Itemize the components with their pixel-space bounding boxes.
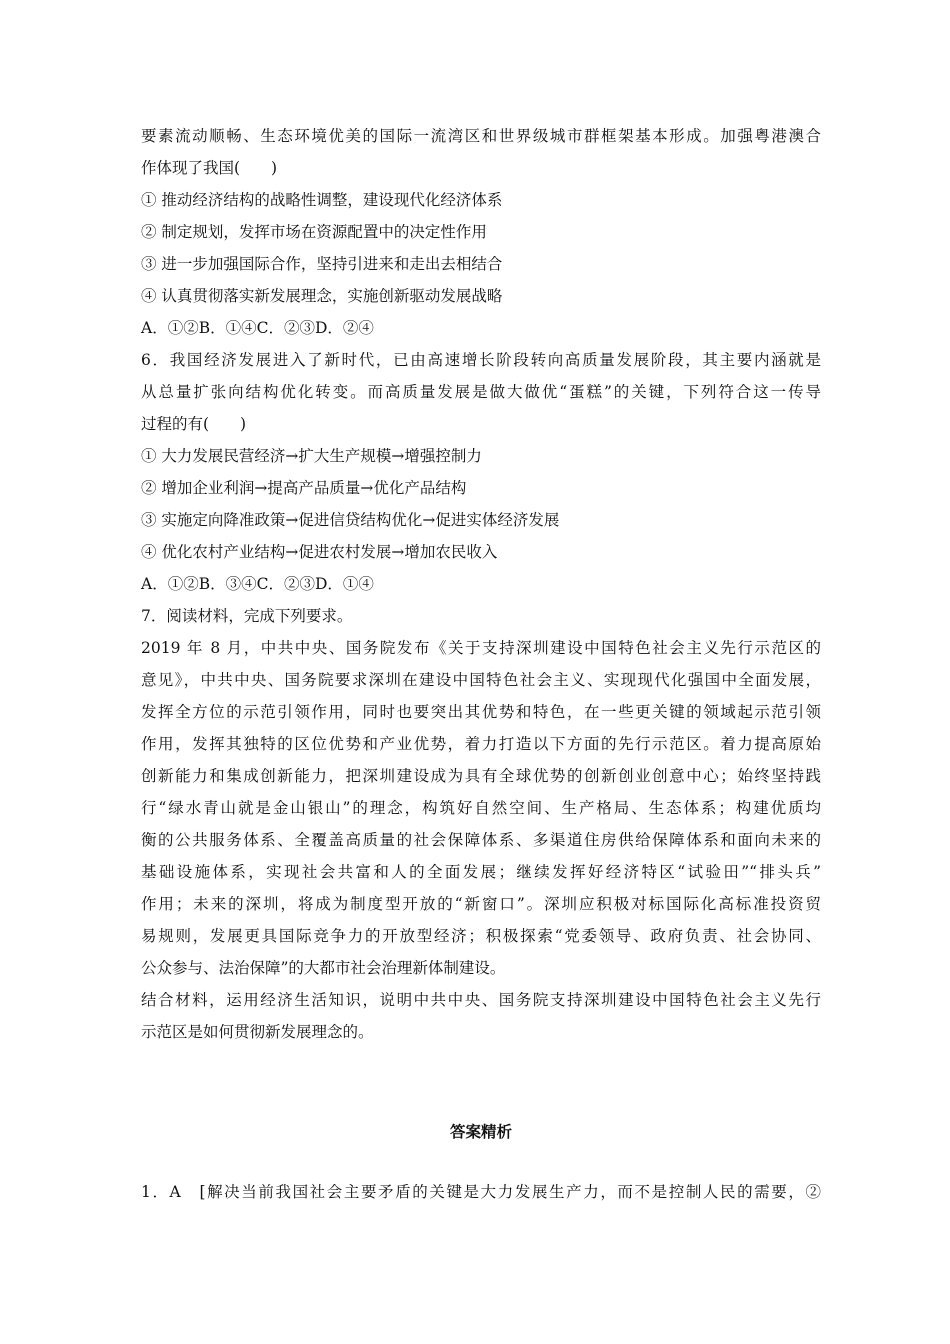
answer-1-line: 1．A [解决当前我国社会主要矛盾的关键是大力发展生产力，而不是控制人民的需要，②	[141, 1183, 821, 1201]
question-5-choices: A．①②B．①④C．②③D．②④	[141, 319, 374, 337]
section-spacer	[141, 1048, 821, 1116]
question-7-prompt-line: 示范区是如何贯彻新发展理念的。	[141, 1023, 374, 1041]
material-line: 意见》，中共中央、国务院要求深圳在建设中国特色社会主义、实现现代化强国中全面发展，	[141, 671, 821, 689]
question-6-choices: A．①②B．③④C．②③D．①④	[141, 575, 374, 593]
question-5-stem-line: 要素流动顺畅、生态环境优美的国际一流湾区和世界级城市群框架基本形成。加强粤港澳合	[141, 127, 821, 145]
document-body	[141, 120, 821, 1208]
question-6-stem-line: 从总量扩张向结构优化转变。而高质量发展是做大做优“蛋糕”的关键，下列符合这一传导	[141, 383, 821, 401]
material-line: 创新能力和集成创新能力，把深圳建设成为具有全球优势的创新创业创意中心；始终坚持践	[141, 767, 821, 785]
material-line: 2019 年 8 月，中共中央、国务院发布《关于支持深圳建设中国特色社会主义先行示范区的	[141, 639, 821, 657]
material-line: 发挥全方位的示范引领作用，同时也要突出其优势和特色，在一些更关键的领域起示范引领	[141, 703, 821, 721]
question-6	[141, 344, 821, 600]
question-6-option-3: ③ 实施定向降准政策→促进信贷结构优化→促进实体经济发展	[141, 511, 560, 529]
answer-heading: 答案精析	[449, 1123, 512, 1141]
question-5	[141, 120, 821, 344]
question-6-option-2: ② 增加企业利润→提高产品质量→优化产品结构	[141, 479, 467, 497]
material-line: 易规则，发展更具国际竞争力的开放型经济；积极探索“党委领导、政府负责、社会协同、	[141, 927, 821, 945]
material-line: 基础设施体系，实现社会共富和人的全面发展；继续发挥好经济特区“试验田”“排头兵”	[141, 863, 821, 881]
question-6-stem-line: 过程的有( )	[141, 415, 247, 433]
question-5-stem-line: 作体现了我国( )	[141, 159, 278, 177]
question-5-option-1: ① 推动经济结构的战略性调整，建设现代化经济体系	[141, 191, 503, 209]
question-6-option-1: ① 大力发展民营经济→扩大生产规模→增强控制力	[141, 447, 482, 465]
question-5-option-2: ② 制定规划，发挥市场在资源配置中的决定性作用	[141, 223, 487, 241]
question-7-title: 7．阅读材料，完成下列要求。	[141, 607, 353, 625]
question-7	[141, 600, 821, 1048]
answer-section	[141, 1116, 821, 1208]
material-line: 衡的公共服务体系、全覆盖高质量的社会保障体系、多渠道住房供给保障体系和面向未来的	[141, 831, 821, 849]
question-5-option-3: ③ 进一步加强国际合作，坚持引进来和走出去相结合	[141, 255, 503, 273]
material-line: 作用；未来的深圳，将成为制度型开放的“新窗口”。深圳应积极对标国际化高标准投资贸	[141, 895, 821, 913]
question-6-stem-line: 6．我国经济发展进入了新时代，已由高速增长阶段转向高质量发展阶段，其主要内涵就是	[141, 351, 821, 369]
question-6-option-4: ④ 优化农村产业结构→促进农村发展→增加农民收入	[141, 543, 498, 561]
question-7-prompt-line: 结合材料，运用经济生活知识，说明中共中央、国务院支持深圳建设中国特色社会主义先行	[141, 991, 821, 1009]
material-line: 行“绿水青山就是金山银山”的理念，构筑好自然空间、生产格局、生态体系；构建优质均	[141, 799, 821, 817]
question-7-material	[141, 632, 821, 984]
heading-spacer	[141, 1148, 821, 1176]
material-line: 作用，发挥其独特的区位优势和产业优势，着力打造以下方面的先行示范区。着力提高原始	[141, 735, 821, 753]
material-line: 公众参与、法治保障”的大都市社会治理新体制建设。	[141, 959, 506, 977]
question-5-option-4: ④ 认真贯彻落实新发展理念，实施创新驱动发展战略	[141, 287, 503, 305]
